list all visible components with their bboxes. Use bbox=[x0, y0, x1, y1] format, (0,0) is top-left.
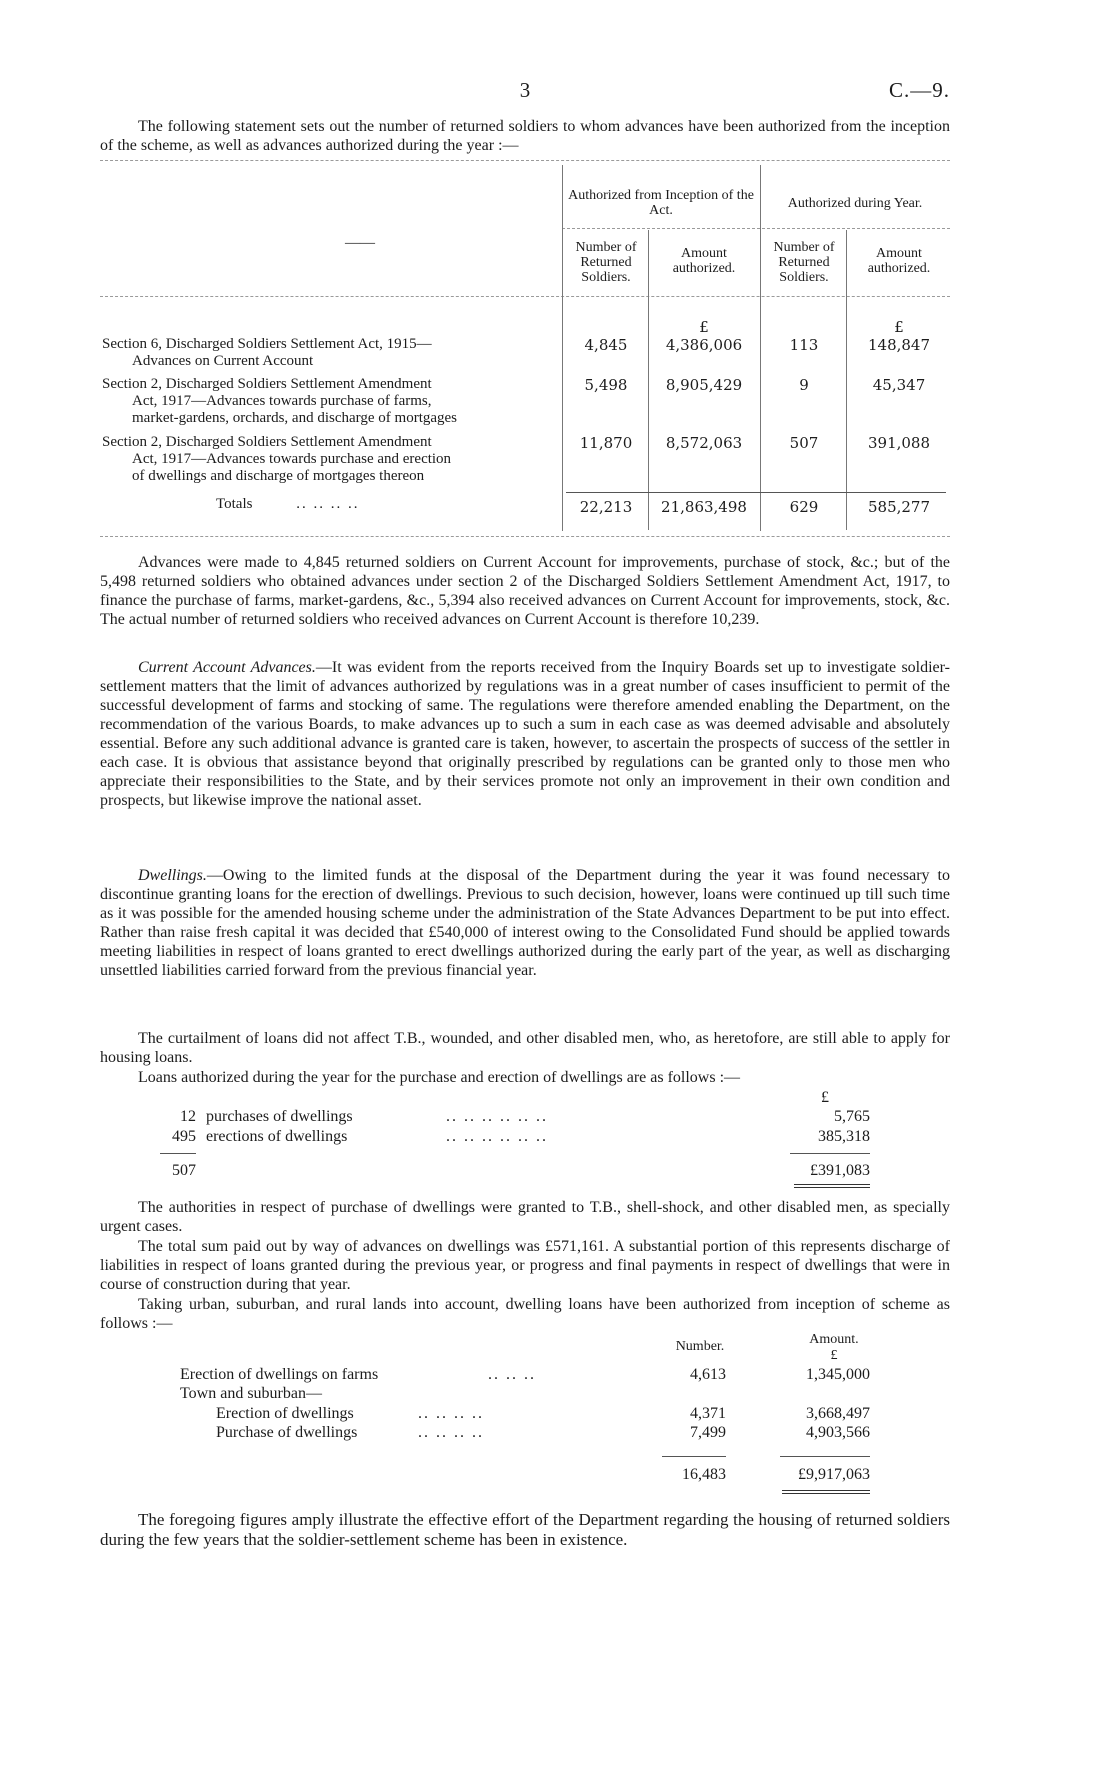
loan-amount: 5,765 bbox=[834, 1108, 870, 1125]
paragraph-authorities: The authorities in respect of purchase of dwellings were granted to T.B., shell-shock, and other disabled men, as specially urgent cases. bbox=[100, 1199, 950, 1235]
table-row-label: Section 6, Discharged Soldiers Settlement Act, 1915— Advances on Current Account bbox=[102, 336, 432, 369]
stub-header-dash: —— bbox=[345, 235, 375, 251]
col-divider-4 bbox=[846, 230, 847, 530]
leader-dots: .. .. .. bbox=[488, 1366, 536, 1383]
loan-count: 12 bbox=[180, 1108, 196, 1125]
loans-total-amount: £391,083 bbox=[810, 1162, 870, 1179]
page-number: 3 bbox=[519, 78, 531, 102]
loans-amount-rule bbox=[790, 1153, 870, 1154]
dw-currency-mark: £ bbox=[830, 1348, 838, 1363]
dw-purch-label: Purchase of dwellings bbox=[216, 1424, 358, 1441]
group-header-rule bbox=[562, 228, 950, 229]
table-cell-number: 11,870 bbox=[579, 434, 633, 452]
loans-count-rule bbox=[160, 1153, 196, 1154]
table-cell-number: 4,845 bbox=[584, 336, 628, 354]
loan-count: 495 bbox=[172, 1128, 196, 1145]
leader-dots: .. .. .. .. .. .. bbox=[446, 1108, 548, 1125]
table-cell-amount: 148,847 bbox=[867, 336, 931, 354]
paragraph-total-sum: The total sum paid out by way of advances on dwellings was £571,161. A substantial portion of this represents discharge of liabilities in respect of loans granted during the previous year, or progress and final payments in respect of dwellings that were in course of construction during that year. bbox=[100, 1238, 950, 1293]
paragraph-current-account: Current Account Advances.—It was evident from the reports received from the Inquiry Boards set up to investigate soldier-settlement matters that the limit of advances authorized by regulations was in a great number of cases insufficient to permit of the successful development of farms and stocking of same. The regulations were therefore amended enabling the Department, on the recommendation of the various Boards, to make advances up to such a sum in each case as was deemed advisable and absolutely essential. Before any such additional advance is granted care is taken, however, to ascertain the prospects of success of the settler in each case. It is obvious that assistance beyond that originally prescribed by regulations can be granted only to those men who appreciate their responsibilities to the State, and by their services promote not only an improvement in their own condition and prospects, but likewise improve the national asset. bbox=[100, 659, 950, 809]
table-bottom-rule bbox=[100, 536, 950, 537]
paragraph-curtailment: The curtailment of loans did not affect T.B., wounded, and other disabled men, who, as heretofore, are still able to apply for housing loans. bbox=[100, 1030, 950, 1066]
dw-farms-amount: 1,345,000 bbox=[806, 1366, 870, 1383]
col-header-number-1: Number of Returned Soldiers. bbox=[575, 240, 637, 285]
loan-label: purchases of dwellings bbox=[206, 1108, 353, 1125]
dw-number-rule bbox=[662, 1456, 726, 1457]
loan-amount: 385,318 bbox=[818, 1128, 870, 1145]
totals-rule bbox=[566, 492, 946, 493]
paragraph-dwellings: Dwellings.—Owing to the limited funds at the disposal of the Department during the year it was found necessary to discontinue granting loans for the erection of dwellings. Previous to such decision, however, loans were continued up till such time as it was possible for the amended housing scheme under the administration of the State Advances Department to be put into effect. Rather than raise fresh capital it was decided that £540,000 of interest owing to the Consolidated Fund should be applied towards meeting liabilities in respect of loans granted to erect dwellings authorized during the early part of the year, as well as discharging unsettled liabilities carried forward from the previous financial year. bbox=[100, 867, 950, 979]
totals-label: Totals .. .. .. .. bbox=[216, 496, 360, 512]
dw-total-amount: £9,917,063 bbox=[798, 1466, 870, 1483]
col-divider-1 bbox=[562, 165, 563, 531]
table-cell-amount: 4,386,006 bbox=[665, 336, 743, 354]
table-cell-number: 507 bbox=[789, 434, 819, 452]
table-cell-number: 113 bbox=[789, 336, 819, 354]
table-cell-amount: 391,088 bbox=[867, 434, 931, 452]
dw-erect-number: 4,371 bbox=[690, 1405, 726, 1422]
paragraph-taking-lands: Taking urban, suburban, and rural lands into account, dwelling loans have been authorized from inception of scheme as follows :— bbox=[100, 1296, 950, 1332]
group-header-inception: Authorized from Inception of the Act. bbox=[568, 188, 754, 218]
intro-paragraph: The following statement sets out the number of returned soldiers to whom advances have been authorized from the inception of the scheme, as well as advances authorized during the year :— bbox=[100, 118, 950, 154]
loans-double-rule bbox=[794, 1184, 870, 1188]
dw-farms-number: 4,613 bbox=[690, 1366, 726, 1383]
heading-current-account: Current Account Advances. bbox=[138, 659, 316, 676]
totals-amount-2: 585,277 bbox=[867, 498, 931, 516]
currency-mark-1: £ bbox=[699, 318, 709, 336]
col-header-amount-2: Amount authorized. bbox=[867, 246, 931, 276]
table-cell-amount: 8,572,063 bbox=[665, 434, 743, 452]
dw-town-label: Town and suburban— bbox=[180, 1385, 322, 1402]
dw-purch-amount: 4,903,566 bbox=[806, 1424, 870, 1441]
table-cell-number: 9 bbox=[799, 376, 809, 394]
col-divider-2 bbox=[648, 230, 649, 530]
col-header-number-2: Number of Returned Soldiers. bbox=[773, 240, 835, 285]
table-cell-amount: 45,347 bbox=[872, 376, 926, 394]
table-row-label: Section 2, Discharged Soldiers Settlement Amendment Act, 1917—Advances towards purchase of farms, market-gardens, orchards, and discharge of mortgages bbox=[102, 376, 458, 426]
table-top-rule bbox=[100, 160, 950, 161]
loans-total-count: 507 bbox=[172, 1162, 196, 1179]
table-header-rule bbox=[100, 296, 950, 297]
loans-currency-mark: £ bbox=[821, 1089, 829, 1106]
loan-label: erections of dwellings bbox=[206, 1128, 348, 1145]
leader-dots: .. .. .. .. bbox=[418, 1424, 484, 1441]
heading-dwellings: Dwellings. bbox=[138, 867, 207, 884]
dw-erect-label: Erection of dwellings bbox=[216, 1405, 354, 1422]
dw-erect-amount: 3,668,497 bbox=[806, 1405, 870, 1422]
paragraph-advances: Advances were made to 4,845 returned soldiers on Current Account for improvements, purchase of stock, &c.; but of the 5,498 returned soldiers who obtained advances under section 2 of the Discharged Soldiers Settlement Amendment Act, 1917, to finance the purchase of farms, market-gardens, &c., 5,394 also received advances on Current Account for improvements, stock, &c. The actual number of returned soldiers who received advances on Current Account is therefore 10,239. bbox=[100, 554, 950, 628]
paragraph-conclusion: The foregoing figures amply illustrate the effective effort of the Department regarding the housing of returned soldiers during the few years that the soldier-settlement scheme has been in existence. bbox=[100, 1510, 950, 1549]
dw-farms-label: Erection of dwellings on farms bbox=[180, 1366, 379, 1383]
col-divider-3 bbox=[760, 165, 761, 531]
table-cell-amount: 8,905,429 bbox=[665, 376, 743, 394]
col-header-dw-amount: Amount. bbox=[809, 1332, 859, 1347]
col-header-dw-number: Number. bbox=[675, 1339, 725, 1354]
leader-dots: .. .. .. .. .. .. bbox=[446, 1128, 548, 1145]
leader-dots: .. .. .. .. bbox=[418, 1405, 484, 1422]
currency-mark-2: £ bbox=[894, 318, 904, 336]
paragraph-loans-intro: Loans authorized during the year for the purchase and erection of dwellings are as follows :— bbox=[138, 1069, 741, 1086]
dw-amount-rule bbox=[780, 1456, 870, 1457]
col-header-amount-1: Amount authorized. bbox=[672, 246, 736, 276]
group-header-year: Authorized during Year. bbox=[787, 196, 923, 211]
document-code: C.—9. bbox=[888, 78, 950, 102]
table-row-label: Section 2, Discharged Soldiers Settlement Amendment Act, 1917—Advances towards purchase and erection of dwellings and discharge of mortgages thereon bbox=[102, 434, 452, 484]
page-header bbox=[100, 78, 950, 108]
dw-purch-number: 7,499 bbox=[690, 1424, 726, 1441]
totals-number-2: 629 bbox=[789, 498, 819, 516]
dw-double-rule bbox=[782, 1490, 870, 1494]
totals-amount-1: 21,863,498 bbox=[661, 498, 747, 516]
dw-total-number: 16,483 bbox=[682, 1466, 726, 1483]
table-cell-number: 5,498 bbox=[584, 376, 628, 394]
totals-number-1: 22,213 bbox=[579, 498, 633, 516]
